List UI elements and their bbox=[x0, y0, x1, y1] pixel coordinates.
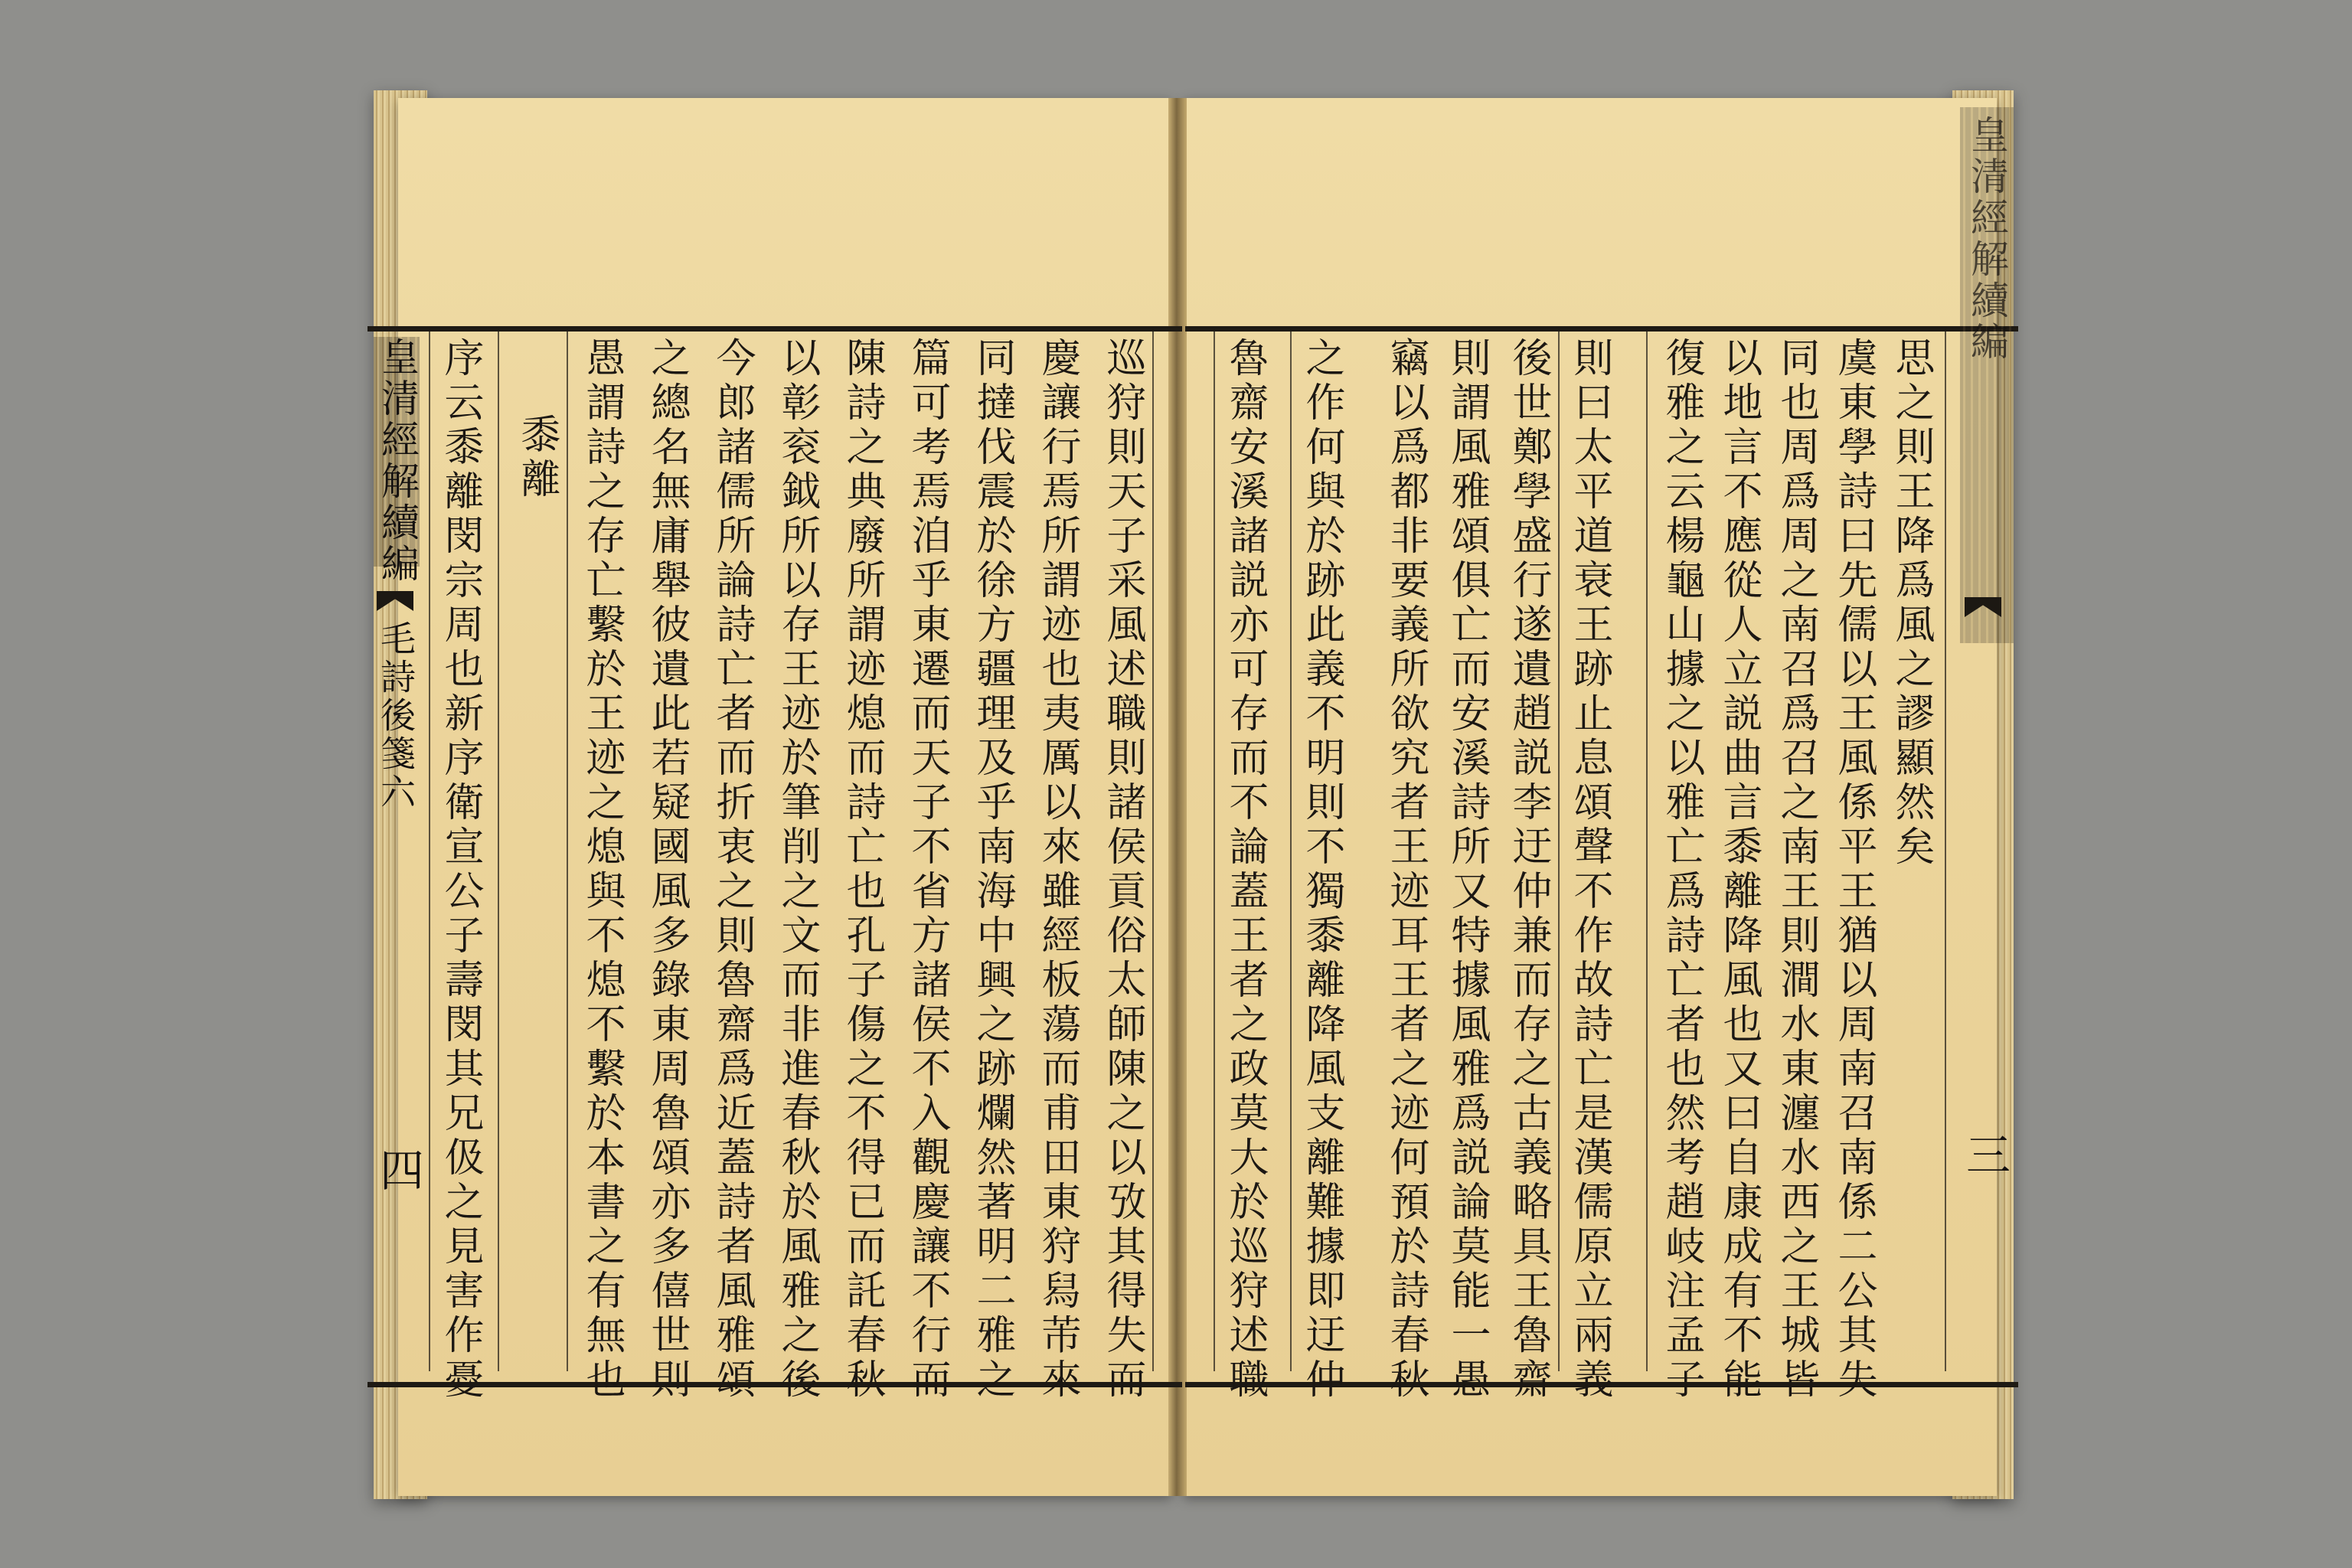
rule bbox=[429, 332, 430, 1371]
right-col-5: 復雅之云楊龜山據之以雅亡爲詩亡者也然考趙岐注孟子 bbox=[1658, 337, 1704, 1403]
left-banxin-subtitle: 毛詩後箋六 bbox=[375, 620, 416, 812]
left-col-7: 今郎諸儒所論詩亡者而折衷之則魯齋爲近蓋詩者風雅頌 bbox=[709, 337, 755, 1403]
rule bbox=[1558, 332, 1560, 1371]
left-col-3: 同撻伐震於徐方疆理及乎南海中興之跡爛然著明二雅之 bbox=[969, 337, 1015, 1403]
right-col-10: 之作何與於跡此義不明則不獨黍離降風支離難據即迂仲 bbox=[1298, 337, 1344, 1403]
left-col-6: 以彰衮鉞所以存王迹於筆削之文而非進春秋於風雅之後 bbox=[774, 337, 820, 1403]
left-col-8: 之總名無庸舉彼遺此若疑國風多錄東周魯頌亦多僖世則 bbox=[644, 337, 690, 1403]
left-col-9: 愚謂詩之存亡繫於王迹之熄與不熄不繫於本書之有無也 bbox=[579, 337, 625, 1403]
rule bbox=[1945, 332, 1946, 1371]
rule bbox=[567, 332, 568, 1371]
right-col-7: 後世鄭學盛行遂遺趙説李迂仲兼而存之古義略具王魯齋 bbox=[1505, 337, 1551, 1403]
right-col-6: 則曰太平道衰王跡止息頌聲不作故詩亡是漢儒原立兩義 bbox=[1566, 337, 1612, 1403]
right-page-number: 三 bbox=[1966, 1129, 2011, 1181]
left-section-heading: 黍離 bbox=[514, 413, 560, 502]
left-banxin-title: 皇清經解續編 bbox=[375, 337, 420, 585]
left-col-5: 陳詩之典廢所謂迹熄而詩亡也孔子傷之不得已而託春秋 bbox=[839, 337, 885, 1403]
right-col-9: 竊以爲都非要義所欲究者王迹耳王者之迹何預於詩春秋 bbox=[1383, 337, 1429, 1403]
right-col-11: 魯齋安溪諸説亦可存而不論蓋王者之政莫大於巡狩述職 bbox=[1222, 337, 1268, 1403]
rule bbox=[1214, 332, 1215, 1371]
rule bbox=[498, 332, 499, 1371]
left-col-1: 巡狩則天子采風述職則諸侯貢俗太師陳之以攷其得失而 bbox=[1099, 337, 1145, 1403]
left-col-4: 篇可考焉洎乎東遷而天子不省方諸侯不入觀慶讓不行而 bbox=[904, 337, 950, 1403]
right-col-8: 則謂風雅頌俱亡而安溪詩所又特據風雅爲説論莫能一愚 bbox=[1444, 337, 1490, 1403]
right-col-2: 虞東學詩曰先儒以王風係平王猶以周南召南係二公其失 bbox=[1831, 337, 1877, 1403]
right-col-1: 思之則王降爲風之謬顯然矣 bbox=[1888, 337, 1934, 870]
right-col-3: 同也周爲周之南召爲召之南王則澗水東瀍水西之王城皆 bbox=[1773, 337, 1819, 1403]
rule bbox=[1290, 332, 1292, 1371]
right-banxin-title: 皇清經解續編 bbox=[1965, 115, 2009, 363]
left-col-2: 慶讓行焉所謂迹也夷厲以來雖經板蕩而甫田東狩舄芾來 bbox=[1034, 337, 1080, 1403]
rule bbox=[1152, 332, 1154, 1371]
left-col-11: 序云黍離閔宗周也新序衛宣公子壽閔其兄伋之見害作憂 bbox=[437, 337, 483, 1403]
right-col-4: 以地言不應從人立説曲言黍離降風也又曰自康成有不能 bbox=[1716, 337, 1762, 1403]
rule bbox=[1646, 332, 1648, 1371]
left-page-number: 四 bbox=[380, 1145, 425, 1197]
